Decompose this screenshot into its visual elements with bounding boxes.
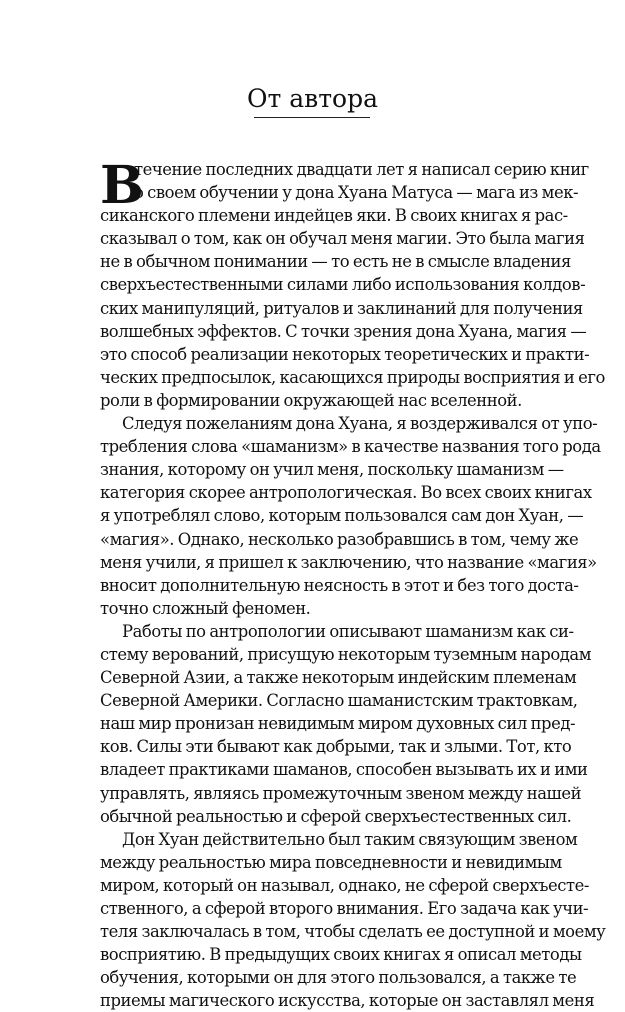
text-line: точно сложный феномен. bbox=[100, 598, 311, 618]
text-line: роли в формировании окружающей нас вселенной. bbox=[100, 390, 522, 410]
text-line: стему верований, присущую некоторым туземным народам bbox=[100, 644, 592, 664]
text-line: требления слова «шаманизм» в качестве названия того рода bbox=[100, 437, 601, 457]
text-line: Дон Хуан действительно был таким связующим звеном bbox=[122, 829, 578, 849]
text-line: Северной Азии, а также некоторым индейским племенам bbox=[100, 668, 577, 688]
text-line: наш мир пронизан невидимым миром духовных сил пред- bbox=[100, 714, 576, 734]
text-line: ских манипуляций, ритуалов и заклинаний для получения bbox=[100, 298, 583, 318]
text-line: сказывал о том, как он обучал меня магии. Это была магия bbox=[100, 229, 585, 249]
text-line: владеет практиками шаманов, способен вызывать их и ими bbox=[100, 760, 588, 780]
text-line: волшебных эффектов. С точки зрения дона Хуана, магия — bbox=[100, 321, 587, 341]
text-line: Работы по антропологии описывают шаманизм как си- bbox=[122, 621, 574, 641]
text-line: не в обычном понимании — то есть не в смысле владения bbox=[100, 252, 571, 272]
text-line: обучения, которыми он для этого пользовался, а также те bbox=[100, 968, 577, 988]
text-line: миром, который он называл, однако, не сферой сверхъесте- bbox=[100, 875, 589, 895]
body-text bbox=[100, 155, 606, 1012]
text-line: приемы магического искусства, которые он заставлял меня bbox=[100, 991, 595, 1011]
text-line: Следуя пожеланиям дона Хуана, я воздерживался от упо- bbox=[122, 414, 598, 434]
title-underline bbox=[254, 117, 370, 118]
text-line: вносит дополнительную неясность в этот и без того доста- bbox=[100, 575, 579, 595]
text-line: ственного, а сферой второго внимания. Его задача как учи- bbox=[100, 899, 589, 918]
text-line: между реальностью мира повседневности и невидимым bbox=[100, 852, 562, 872]
text-line: ческих предпосылок, касающихся природы восприятия и его bbox=[100, 367, 605, 387]
text-line: течение последних двадцати лет я написал серию книг bbox=[134, 160, 589, 179]
chapter-title: От автора bbox=[246, 84, 379, 113]
text-line: обычной реальностью и сферой сверхъестественных сил. bbox=[100, 806, 572, 826]
text-line: «магия». Однако, несколько разобравшись в том, чему же bbox=[100, 529, 579, 549]
text-line: ков. Силы эти бывают как добрыми, так и злыми. Тот, кто bbox=[100, 737, 572, 757]
text-line: сиканского племени индейцев яки. В своих книгах я рас- bbox=[100, 206, 568, 226]
text-line: о своем обучении у дона Хуана Матуса — мага из мек- bbox=[134, 183, 579, 203]
text-line: восприятию. В предыдущих своих книгах я описал методы bbox=[100, 945, 582, 965]
text-line: категория скорее антропологическая. Во всех своих книгах bbox=[100, 483, 592, 503]
text-line: управлять, являясь промежуточным звеном между нашей bbox=[100, 783, 582, 803]
text-line: меня учили, я пришел к заключению, что название «магия» bbox=[100, 552, 597, 572]
text-line: сверхъестественными силами либо использования колдов- bbox=[100, 275, 586, 295]
text-line: Северной Америки. Согласно шаманистским трактовкам, bbox=[100, 691, 578, 711]
drop-cap: В bbox=[100, 155, 144, 216]
text-line: знания, которому он учил меня, поскольку шаманизм — bbox=[100, 460, 564, 480]
text-line: теля заключалась в том, чтобы сделать ее доступной и моему bbox=[100, 922, 606, 942]
text-line: это способ реализации некоторых теоретических и практи- bbox=[100, 344, 590, 364]
text-line: я употреблял слово, которым пользовался сам дон Хуан, — bbox=[100, 506, 584, 526]
